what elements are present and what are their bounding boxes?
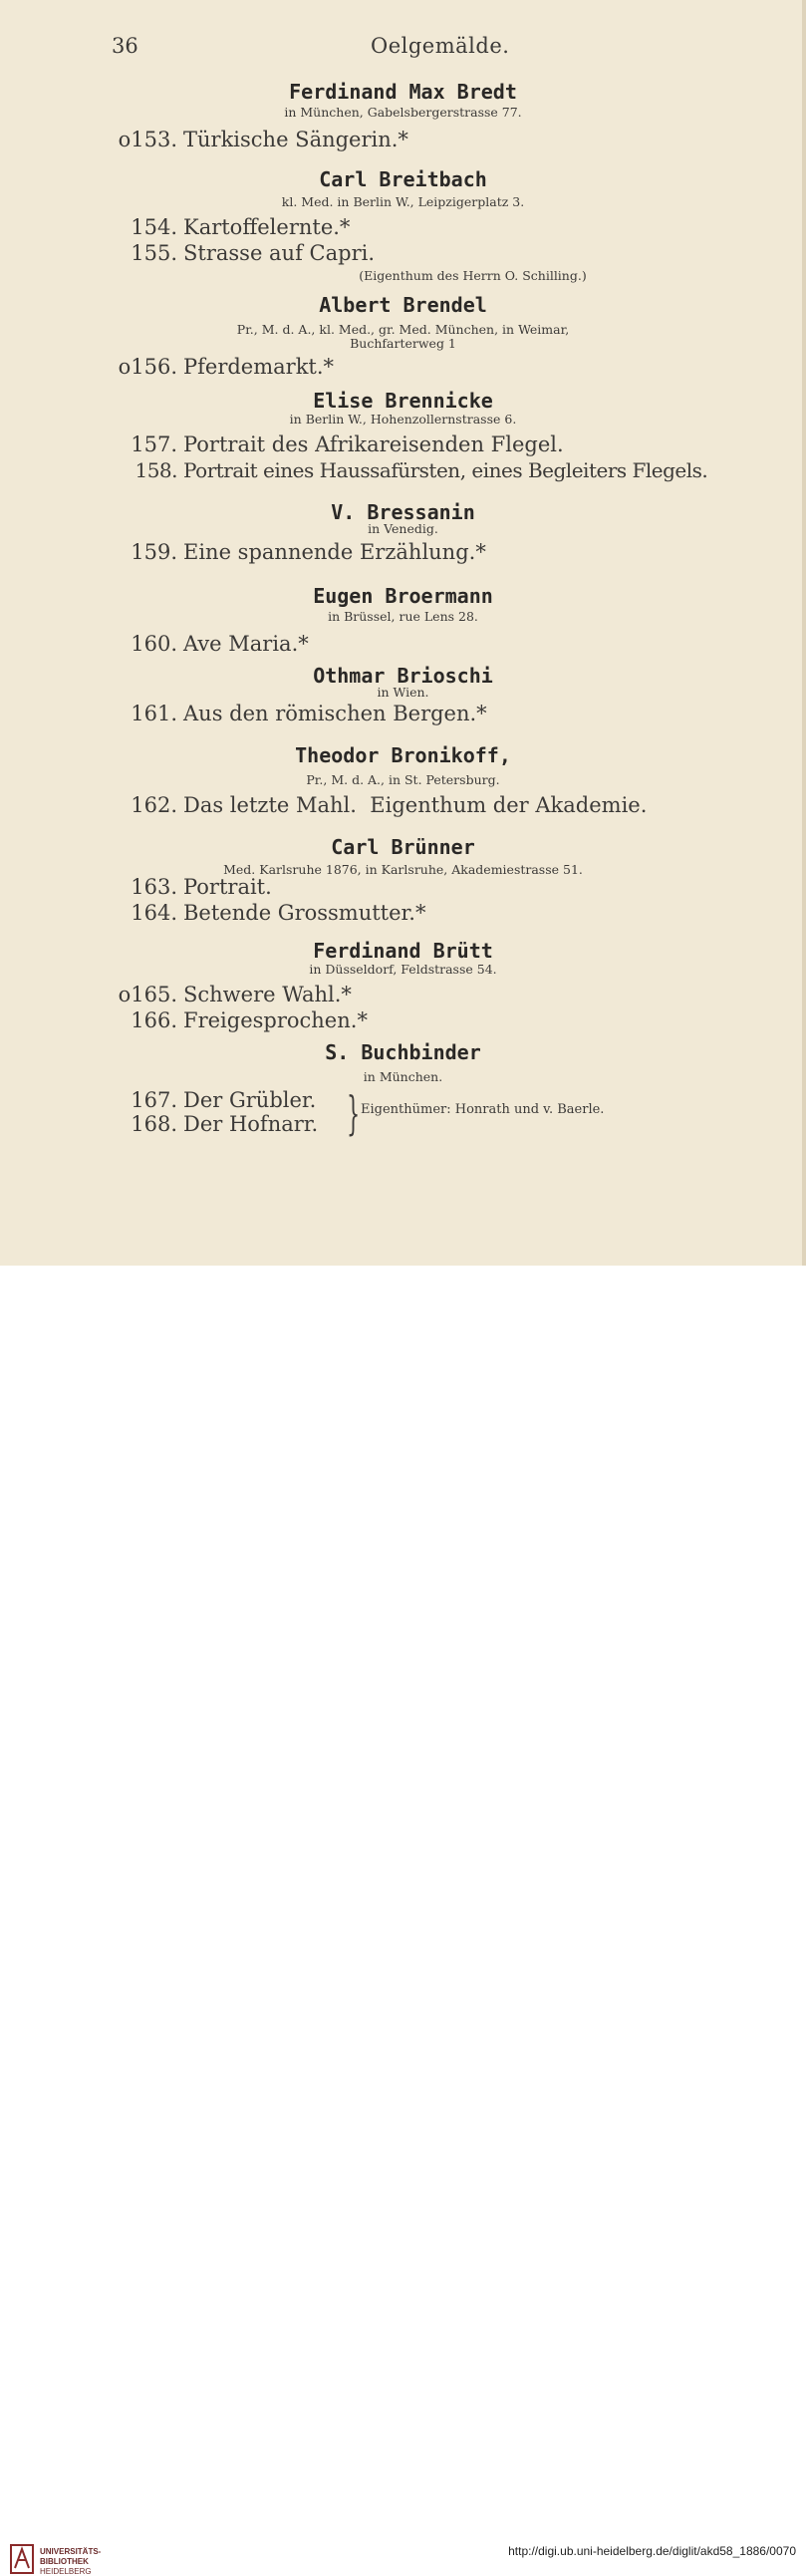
artist-name: V. Bressanin [331, 500, 475, 524]
entry-number: o165. [118, 983, 177, 1006]
catalog-entry [0, 458, 707, 482]
catalog-page [0, 0, 806, 1266]
artist-name: Othmar Brioschi [313, 664, 493, 688]
entry-number: 159. [131, 540, 177, 564]
logo-text: HEIDELBERG [40, 2567, 92, 2576]
artist-info: in Düsseldorf, Feldstrasse 54. [309, 962, 497, 977]
entry-title: Portrait eines Haussafürsten, eines Begleiters Flegels. [183, 458, 708, 482]
artist-info: in München, Gabelsbergerstrasse 77. [284, 105, 522, 120]
artist-name: Albert Brendel [319, 293, 487, 317]
logo-text: UNIVERSITÄTS- [40, 2547, 102, 2556]
entry-title: Portrait des Afrikareisenden Flegel. [183, 432, 564, 456]
catalog-entry [0, 702, 487, 725]
artist-info: in Wien. [377, 685, 429, 700]
catalog-entry [0, 355, 334, 379]
source-url-link[interactable]: http://digi.ub.uni-heidelberg.de/diglit/akd58_1886/0070 [508, 2544, 796, 2558]
artist-name: Ferdinand Brütt [313, 939, 493, 963]
entry-title: Portrait. [183, 875, 272, 899]
artist-info: kl. Med. in Berlin W., Leipzigerplatz 3. [281, 194, 525, 209]
artist-info: Pr., M. d. A., kl. Med., gr. Med. München, in Weimar, [236, 322, 570, 337]
entry-title: Freigesprochen.* [183, 1008, 368, 1032]
artist-info: in Brüssel, rue Lens 28. [328, 609, 478, 624]
entry-title: Türkische Sängerin.* [183, 128, 408, 151]
catalog-entry [0, 1088, 316, 1112]
entry-number: o153. [118, 128, 177, 151]
page-title: Oelgemälde. [371, 34, 510, 58]
artist-name: Eugen Broermann [313, 584, 493, 608]
entry-number: 157. [131, 432, 177, 456]
catalog-entry [0, 1112, 318, 1136]
brace-note: Eigenthümer: Honrath und v. Baerle. [361, 1102, 605, 1117]
entry-number: 160. [131, 632, 177, 656]
artist-info: Pr., M. d. A., in St. Petersburg. [306, 772, 500, 787]
entry-number: 164. [131, 901, 177, 925]
brace-symbol: } [347, 1086, 361, 1140]
entry-title: Aus den römischen Bergen.* [183, 702, 487, 725]
entry-number: 168. [131, 1112, 177, 1136]
catalog-entry [0, 632, 309, 656]
entry-number: o156. [118, 355, 177, 379]
entry-number: 166. [131, 1008, 177, 1032]
catalog-entry [0, 540, 486, 564]
artist-name: Ferdinand Max Bredt [289, 80, 517, 104]
artist-info: Med. Karlsruhe 1876, in Karlsruhe, Akademiestrasse 51. [223, 862, 583, 877]
artist-name: Carl Brünner [331, 835, 475, 859]
catalog-entry [0, 983, 352, 1006]
catalog-entry [0, 128, 408, 151]
entry-title: Pferdemarkt.* [183, 355, 335, 379]
catalog-entry [0, 793, 647, 817]
entry-number: 158. [134, 458, 177, 482]
entry-title: Betende Grossmutter.* [183, 901, 426, 925]
logo-text: BIBLIOTHEK [40, 2557, 89, 2566]
catalog-entry [0, 875, 272, 899]
ownership-note: (Eigenthum des Herrn O. Schilling.) [359, 268, 587, 283]
artist-info: in Berlin W., Hohenzollernstrasse 6. [289, 412, 517, 427]
artist-name: Elise Brennicke [313, 389, 493, 413]
entry-title: Ave Maria.* [183, 632, 309, 656]
entry-title: Der Grübler. [183, 1088, 317, 1112]
catalog-entry [0, 215, 350, 239]
entry-title: Schwere Wahl.* [183, 983, 352, 1006]
catalog-entry [0, 241, 375, 265]
entry-title: Eine spannende Erzählung.* [183, 540, 486, 564]
footer-bar [0, 1266, 806, 2576]
entry-title: Kartoffelernte.* [183, 215, 351, 239]
entry-number: 155. [131, 241, 177, 265]
entry-number: 161. [131, 702, 177, 725]
artist-name: S. Buchbinder [325, 1040, 481, 1064]
entry-number: 167. [131, 1088, 177, 1112]
artist-info: Buchfarterweg 1 [350, 336, 456, 351]
entry-title: Strasse auf Capri. [183, 241, 375, 265]
catalog-entry [0, 432, 564, 456]
artist-info: in Venedig. [368, 521, 438, 536]
entry-title: Der Hofnarr. [183, 1112, 319, 1136]
artist-name: Carl Breitbach [319, 167, 487, 191]
catalog-entry [0, 1008, 368, 1032]
entry-number: 162. [131, 793, 177, 817]
library-logo-icon [10, 2544, 34, 2574]
page-number: 36 [112, 34, 138, 58]
catalog-entry [0, 901, 425, 925]
entry-number: 163. [131, 875, 177, 899]
artist-info: in München. [363, 1069, 443, 1084]
artist-name: Theodor Bronikoff, [295, 743, 511, 767]
entry-title: Das letzte Mahl. Eigenthum der Akademie. [183, 793, 648, 817]
entry-number: 154. [131, 215, 177, 239]
